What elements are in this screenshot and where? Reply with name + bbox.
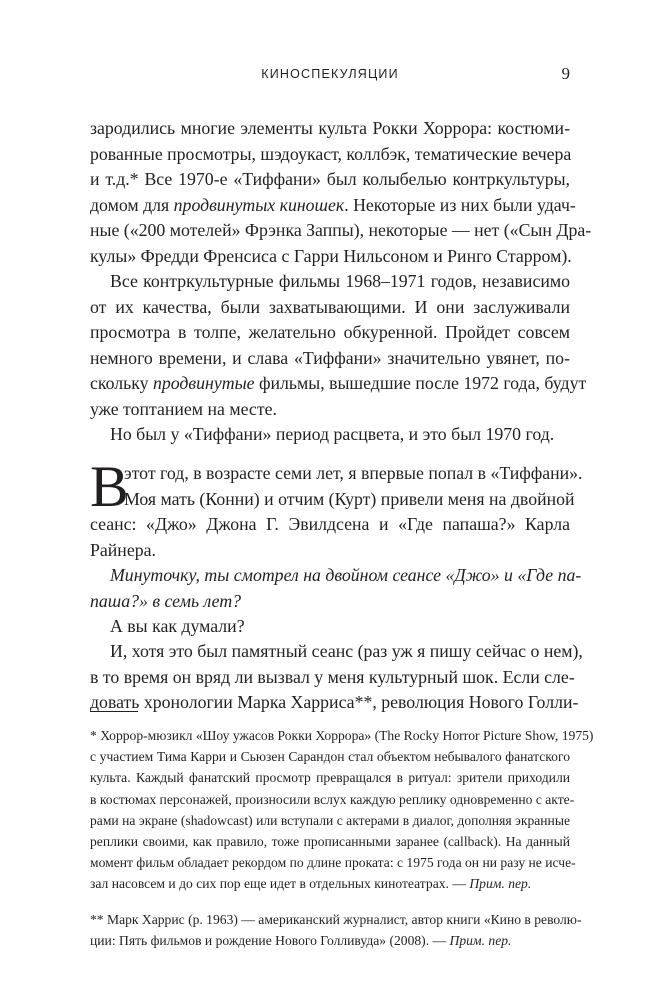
text-line: сеанс: «Джо» Джона Г. Эвилдсена и «Где папаша?» Карла <box>90 514 570 534</box>
text-span: домом для <box>90 194 174 215</box>
text-span: зал насовсем и до сих пор еще идет в отдельных кинотеатрах. — <box>90 876 470 892</box>
text-span: . Некоторые из них были удач- <box>344 194 576 215</box>
text-line: А вы как думали? <box>110 616 245 636</box>
footnote-divider <box>90 711 138 712</box>
footnote-line: * Хоррор-мюзикл «Шоу ужасов Рокки Хоррора» (The Rocky Horror Picture Show, 1975) <box>90 728 594 743</box>
italic-question: паша?» в семь лет? <box>90 590 242 611</box>
footnote-line: момент фильм обладает рекордом по длине проката: с 1975 года он ни разу не исче- <box>90 855 576 871</box>
text-span: ции: Пять фильмов и рождение Нового Голливуда» (2008). — <box>90 933 450 949</box>
translator-note: Прим. пер. <box>449 933 512 949</box>
footnote-line: реплики своими, как правило, тоже прописанными заранее (callback). На данный <box>90 833 570 849</box>
paragraph-4 <box>90 454 583 563</box>
text-line: довать хронологии Марка Харриса**, революция Нового Голли- <box>90 692 579 712</box>
text-line: Райнера. <box>90 539 156 560</box>
footnote-line <box>90 873 570 894</box>
italic-question: Минуточку, ты смотрел на двойном сеансе «Джо» и «Где па- <box>110 565 582 585</box>
running-title: КИНОСПЕКУЛЯЦИИ <box>261 67 399 81</box>
footnote-line: с участием Тима Карри и Сьюзен Сарандон стал объектом небывалого фанатского <box>90 749 570 765</box>
text-line: Все контркультурные фильмы 1968–1971 годов, независимо <box>110 271 570 291</box>
text-line <box>90 371 587 397</box>
paragraph-3 <box>90 422 570 448</box>
text-line: рованные просмотры, шэдоукаст, коллбэк, тематические вечера <box>90 143 572 164</box>
text-line: И, хотя это был памятный сеанс (раз уж я пишу сейчас о нем), <box>110 641 583 661</box>
paragraph-7 <box>90 639 583 716</box>
paragraph-1 <box>90 116 592 269</box>
text-line: Моя мать (Конни) и отчим (Курт) привели меня на двойной <box>124 488 575 509</box>
text-line <box>90 589 570 615</box>
text-line: кулы» Фредди Френсиса с Гарри Нильсоном и Ринго Старром). <box>90 245 572 266</box>
text-line: и т.д.* Все 1970-е «Тиффани» был колыбелью контркультуры, <box>90 169 570 189</box>
footnote-line: ** Марк Харрис (р. 1963) — американский журналист, автор книги «Кино в револю- <box>90 912 582 927</box>
text-line: ные («200 мотелей» Фрэнка Заппы), некоторые — нет («Сын Дра- <box>90 220 592 240</box>
text-line: просмотра в толпе, желательно обкуренной. Пройдет совсем <box>90 322 570 342</box>
paragraph-5 <box>90 563 582 614</box>
footnote-line: рами на экране (shadowcast) или вступали с актерами в диалог, дополняя экранные <box>90 812 570 828</box>
footnote-line <box>90 930 570 951</box>
text-line: от их качества, были захватывающими. И они заслуживали <box>90 296 570 317</box>
footnote-line: в костюмах персонажей, произносили вслух каждую реплику одновременно с акте- <box>90 791 575 807</box>
text-line: Но был у «Тиффани» период расцвета, и это был 1970 год. <box>110 424 555 444</box>
running-header <box>90 64 570 86</box>
footnote-line: культа. Каждый фанатский просмотр превращался в ритуал: зрители приходили <box>90 770 570 786</box>
italic-emphasis: продвинутых киношек <box>173 194 345 215</box>
translator-note: Прим. пер. <box>469 876 532 892</box>
text-line: немного времени, и слава «Тиффани» значительно увянет, по- <box>90 347 570 368</box>
page-number: 9 <box>561 64 570 83</box>
drop-cap: В <box>90 454 129 519</box>
footnote-1 <box>90 725 594 895</box>
text-line <box>90 563 582 589</box>
text-span: скольку <box>90 373 153 393</box>
text-line: этот год, в возрасте семи лет, я впервые попал в «Тиффани». <box>124 463 583 483</box>
text-line: в то время он вряд ли вызвал у меня культурный шок. Если сле- <box>90 666 575 687</box>
text-line <box>90 193 576 219</box>
paragraph-6 <box>90 614 570 640</box>
text-line: уже топтанием на месте. <box>90 398 277 419</box>
text-span: фильмы, вышедшие после 1972 года, будут <box>254 373 587 393</box>
paragraph-2 <box>90 269 587 422</box>
text-line: зародились многие элементы культа Рокки Хоррора: костюми- <box>90 118 570 138</box>
footnote-2 <box>90 909 582 951</box>
italic-emphasis: продвинутые <box>153 373 255 393</box>
